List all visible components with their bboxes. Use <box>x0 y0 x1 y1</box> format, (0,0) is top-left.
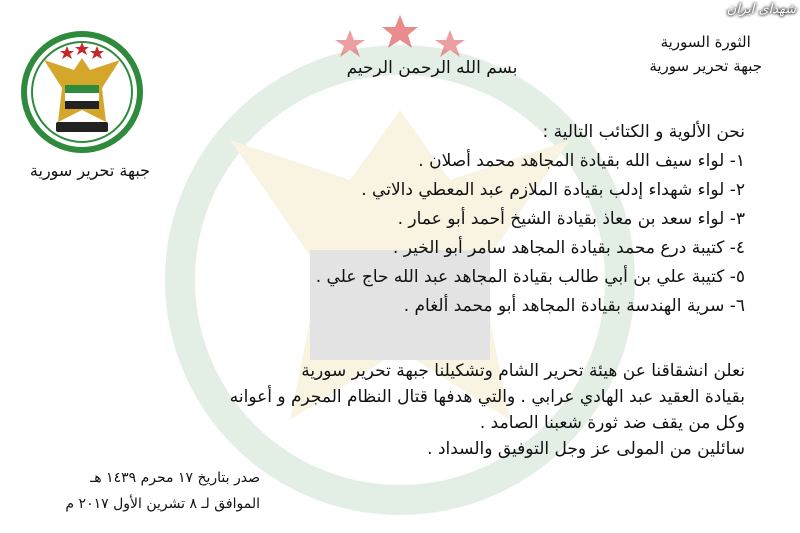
issue-date <box>10 465 260 517</box>
brigade-item: ٥- كتيبة علي بن أبي طالب بقيادة المجاهد عبد الله حاج علي . <box>315 267 745 287</box>
three-stars-icon <box>330 10 470 60</box>
brigade-item: ٣- لواء سعد بن معاذ بقيادة الشيخ أحمد أبو عمار . <box>397 209 745 229</box>
brigade-item: ٢- لواء شهداء إدلب بقيادة الملازم عبد المعطي دالاتي . <box>361 180 745 200</box>
issue-date-hijri: صدر بتاريخ ١٧ محرم ١٤٣٩ هـ <box>90 470 260 486</box>
org-line-2: جبهة تحرير سورية <box>649 57 762 75</box>
logo-caption: جبهة تحرير سورية <box>29 161 151 180</box>
brigade-item: ٤- كتيبة درع محمد بقيادة المجاهد سامر أبو الخير . <box>392 238 745 258</box>
announcement-line: وكل من يقف ضد ثورة شعبنا الصامد . <box>479 413 745 433</box>
intro-line: نحن الألوية و الكتائب التالية : <box>542 122 745 142</box>
issue-date-gregorian: الموافق لـ ٨ تشرين الأول ٢٠١٧ م <box>65 496 260 512</box>
basmala-heading: بسم الله الرحمن الرحيم <box>346 58 518 78</box>
announcement-line: بقيادة العقيد عبد الهادي عرابي . والتي هدفها قتال النظام المجرم و أعوانه <box>229 387 745 407</box>
announcement-paragraph <box>25 358 745 462</box>
statement-body <box>25 118 745 321</box>
brigade-item: ٦- سرية الهندسة بقيادة المجاهد أبو محمد ألغام . <box>403 296 745 316</box>
corner-watermark-logo: شهدای ایران <box>726 2 796 17</box>
org-line-1: الثورة السورية <box>660 33 751 51</box>
organization-header <box>649 30 762 78</box>
brigade-item: ١- لواء سيف الله بقيادة المجاهد محمد أصلان . <box>418 151 745 171</box>
announcement-line: نعلن انشقاقنا عن هيئة تحرير الشام وتشكيلنا جبهة تحرير سورية <box>301 361 745 381</box>
announcement-line: سائلين من المولى عز وجل التوفيق والسداد . <box>427 439 745 459</box>
